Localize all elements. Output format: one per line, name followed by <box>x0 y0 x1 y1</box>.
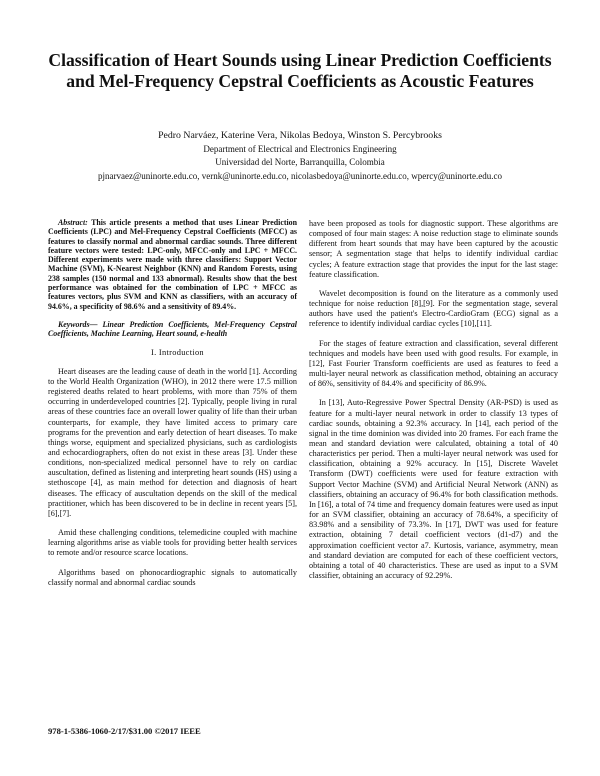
right-paragraph: have been proposed as tools for diagnostic support. These algorithms are composed of four main stages: A noise reduction stage to eliminate sounds different from heart sounds that may have been captured by the acoustic sensor; A segmentation stage that helps to identify individual cardiac cycles; A feature extraction stage that provides the input for the last stage: feature classification. <box>309 219 558 279</box>
authors: Pedro Narváez, Katerine Vera, Nikolas Bedoya, Winston S. Percybrooks <box>158 130 442 141</box>
left-paragraph: Heart diseases are the leading cause of death in the world [1]. According to the World Health Organization (WHO), in 2012 there were 17.5 million registered deaths related to heart problems, with more than 75% of them occurring in underdeveloped countries [2]. Typically, people living in rural areas of these countries face an overall lower quality of life than their urban counterparts, for example, they have limited access to primary care programs for the prevention and early detection of heart diseases. To make things worse, equipment and specialized physicians, such as cardiologists and echocardiographers, often do not exist in these areas [3]. Under these conditions, non-specialized medical personnel have to rely on cardiac auscultation, defined as listening and interpreting heart sounds (HS) using a stethoscope [4], as main method for detection and diagnosis of heart diseases. The efficacy of auscultation depends on the skill of the medical practitioner, which has been discovered to be in decline in recent years [5],[6],[7]. <box>48 366 297 518</box>
abstract <box>48 218 297 311</box>
copyright-footer: 978-1-5386-1060-2/17/$31.00 ©2017 IEEE <box>48 726 201 736</box>
abstract-label: Abstract: <box>58 218 88 227</box>
right-paragraph: In [13], Auto-Regressive Power Spectral Density (AR-PSD) is used as feature for a multi-layer neural network in order to classify 13 types of cardiac sounds, obtaining a 92.3% accuracy. In [14], each period of the signal in the time dominion was divided into 20 frames. For each frame the mean and standard deviation were calculated, obtaining a total of 40 characteristics per period. Then a multi-layer neural network was used for classification, obtaining a 92% accuracy. In [15], Discrete Wavelet Transform (DWT) coefficients were used for feature extraction with Support Vector Machine (SVM) and Artificial Neural Network (ANN) as classifiers, obtaining an accuracy of 96.4% for both classification methods. In [16], a total of 74 time and frequency domain features were used as input for an SVM classifier, obtaining an accuracy of 78.64%, a specificity of 83.98% and a sensibility of 73.3%. In [17], DWT was used for feature extraction, obtaining 7 detail coefficient vectors (d1-d7) and the approximation coefficient vector a7. Kurtosis, variance, asymmetry, mean and standard deviation are computed for each of these coefficient vectors, obtaining a total of 40 characteristics. These are used as input to a SVM classifier, obtaining an accuracy of 92.29%. <box>309 398 558 580</box>
section-heading: I. Introduction <box>151 347 204 357</box>
left-paragraph: Amid these challenging conditions, telemedicine coupled with machine learning algorithms arise as viable tools for providing better health services to remote and/or resource scarce locations. <box>48 528 297 558</box>
right-column <box>309 219 558 590</box>
right-paragraph: For the stages of feature extraction and classification, several different techniques and models have been used with good results. For example, in [12], Fast Fourier Transform coefficients are used as features to feed a multi-layer neural network as classification method, obtaining an accuracy of 86%, sensitivity of 84.4% and specificity of 86.9%. <box>309 338 558 389</box>
left-column <box>48 218 297 597</box>
emails: pjnarvaez@uninorte.edu.co, vernk@uninorte.edu.co, nicolasbedoya@uninorte.edu.co, wpercy@uninorte.edu.co <box>97 171 502 181</box>
left-paragraph: Algorithms based on phonocardiographic signals to automatically classify normal and abnormal cardiac sounds <box>48 567 297 587</box>
department: Department of Electrical and Electronics Engineering <box>203 144 397 154</box>
paper-title: Classification of Heart Sounds using Linear Prediction Coefficients and Mel-Frequency Cepstral Coefficients as Acoustic Features <box>48 50 552 91</box>
keywords: Keywords— Linear Prediction Coefficients, Mel-Frequency Cepstral Coefficients, Machine Learning, Heart sound, e-health <box>48 319 297 339</box>
right-paragraph: Wavelet decomposition is found on the literature as a commonly used technique for noise reduction [8],[9]. For the segmentation stage, several authors have used the patient's Electro-CardioGram (ECG) signal as a reference to identify individual cardiac cycles [10],[11]. <box>309 288 558 329</box>
university: Universidad del Norte, Barranquilla, Colombia <box>215 157 385 167</box>
abstract-text: This article presents a method that uses Linear Prediction Coefficients (LPC) and Mel-Frequency Cepstral Coefficients (MFCC) as features to classify normal and abnormal cardiac sounds. Three different feature vectors were tested: LPC-only, MFCC-only and LPC + MFCC. Different experiments were made with three classifiers: Support Vector Machine (SVM), K-Nearest Neighbor (KNN) and Random Forests, using 238 samples (150 normal and 133 abnormal). Results show that the best performance was obtained for the combination of LPC + MFCC as features vectors, plus SVM and KNN as classifiers, with an accuracy of 94.6%, a specificity of 98.6% and a sensitivity of 89.4%. <box>48 218 297 311</box>
